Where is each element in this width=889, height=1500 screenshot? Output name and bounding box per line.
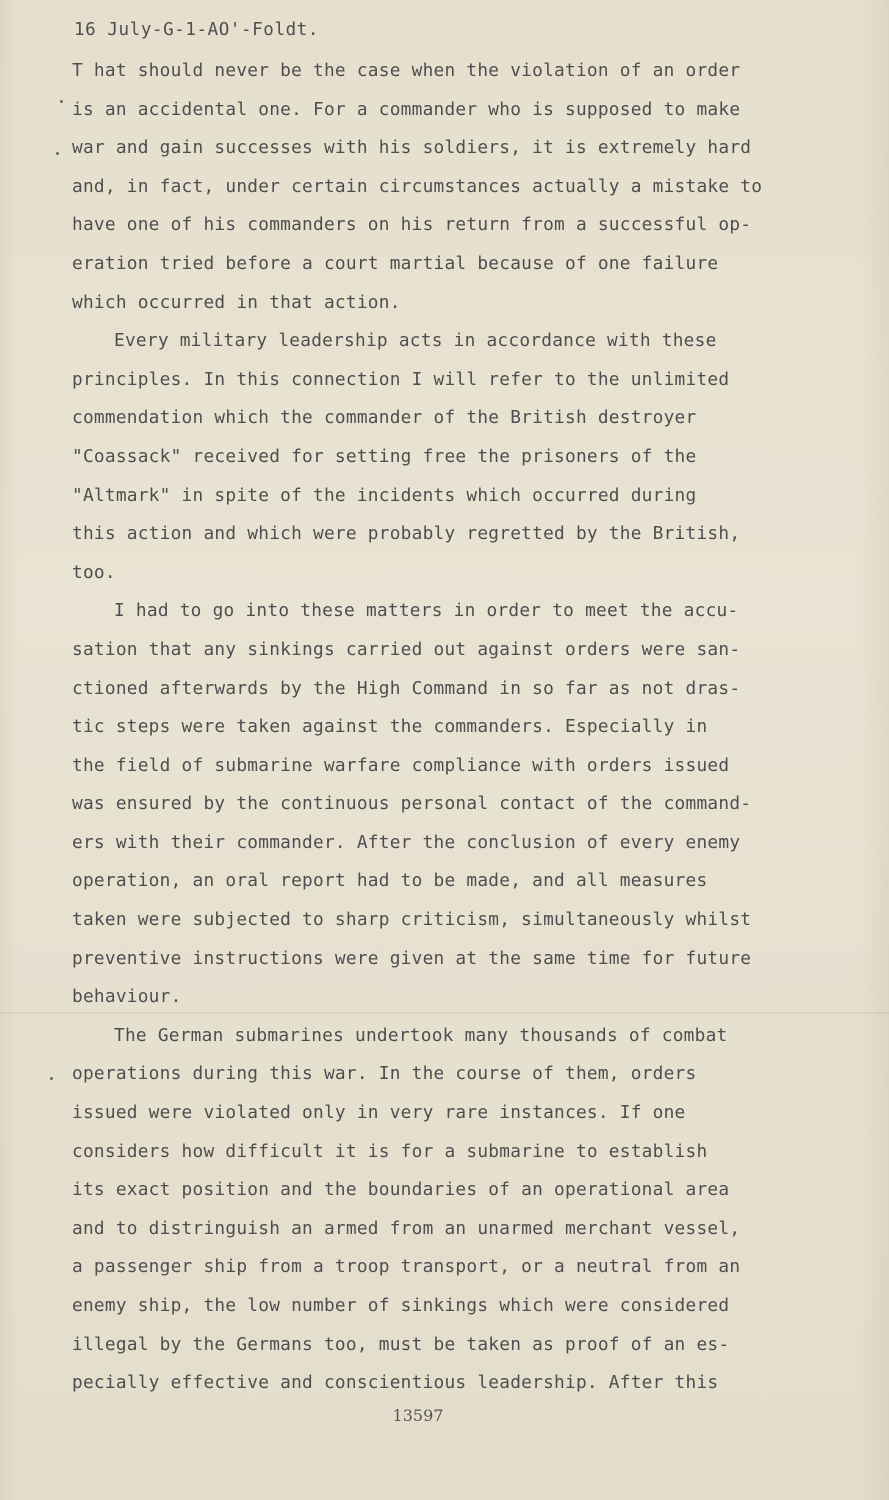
ink-speck — [56, 152, 59, 155]
text-line: enemy ship, the low number of sinkings which were considered — [72, 1295, 730, 1316]
text-line: ers with their commander. After the conclusion of every enemy — [72, 831, 741, 853]
text-line: and to distringuish an armed from an unarmed merchant vessel, — [72, 1217, 741, 1239]
text-line: I had to go into these matters in order to meet the accu- — [114, 600, 739, 622]
text-line: and, in fact, under certain circumstances actually a mistake to — [72, 175, 763, 197]
text-line: pecially effective and conscientious leadership. After this — [72, 1372, 719, 1394]
text-line: illegal by the Germans too, must be taken as proof of an es- — [72, 1333, 730, 1355]
document-header: 16 July-G-1-AO'-Foldt. — [74, 20, 319, 40]
paragraph-3 — [60, 596, 820, 1021]
text-line: "Altmark" in spite of the incidents which occurred during — [72, 484, 697, 506]
text-line: Every military leadership acts in accordance with these — [114, 330, 717, 352]
text-line: operations during this war. In the course of them, orders — [72, 1063, 697, 1085]
text-line: a passenger ship from a troop transport, or a neutral from an — [72, 1256, 741, 1278]
text-line: ctioned afterwards by the High Command in so far as not dras- — [72, 677, 741, 699]
text-line: taken were subjected to sharp criticism, simultaneously whilst — [72, 909, 752, 931]
text-line: have one of his commanders on his return from a successful op- — [72, 214, 752, 236]
text-line: too. — [72, 561, 116, 583]
text-line: is an accidental one. For a commander who is supposed to make — [72, 98, 741, 120]
text-line: commendation which the commander of the British destroyer — [72, 407, 697, 429]
text-line: T hat should never be the case when the violation of an order — [72, 60, 741, 81]
ink-speck — [50, 1077, 53, 1080]
text-line: tic steps were taken against the commanders. Especially in — [72, 716, 708, 738]
text-line: eration tried before a court martial because of one failure — [72, 252, 719, 274]
text-line: was ensured by the continuous personal contact of the command- — [72, 793, 752, 815]
text-line: operation, an oral report had to be made, and all measures — [72, 870, 708, 892]
paragraph-4 — [60, 1021, 820, 1407]
text-line: preventive instructions were given at the same time for future — [72, 947, 752, 969]
text-line: war and gain successes with his soldiers, it is extremely hard — [72, 137, 752, 159]
text-line: this action and which were probably regretted by the British, — [72, 523, 741, 545]
text-line: the field of submarine warfare compliance with orders issued — [72, 754, 730, 776]
text-line: The German submarines undertook many thousands of combat — [114, 1024, 728, 1046]
text-line: principles. In this connection I will refer to the unlimited — [72, 368, 730, 390]
text-line: which occurred in that action. — [72, 291, 401, 313]
text-line: sation that any sinkings carried out against orders were san- — [72, 638, 741, 660]
paragraph-1 — [60, 56, 820, 326]
page-number: 13597 — [392, 1406, 444, 1425]
text-line: considers how difficult it is for a submarine to establish — [72, 1140, 708, 1162]
text-line: "Coassack" received for setting free the prisoners of the — [72, 445, 697, 467]
text-line: behaviour. — [72, 986, 182, 1008]
text-line: issued were violated only in very rare instances. If one — [72, 1102, 686, 1124]
paragraph-2 — [60, 326, 820, 596]
text-line: its exact position and the boundaries of an operational area — [72, 1179, 730, 1201]
ink-speck — [60, 100, 63, 103]
document-body — [60, 56, 820, 1407]
